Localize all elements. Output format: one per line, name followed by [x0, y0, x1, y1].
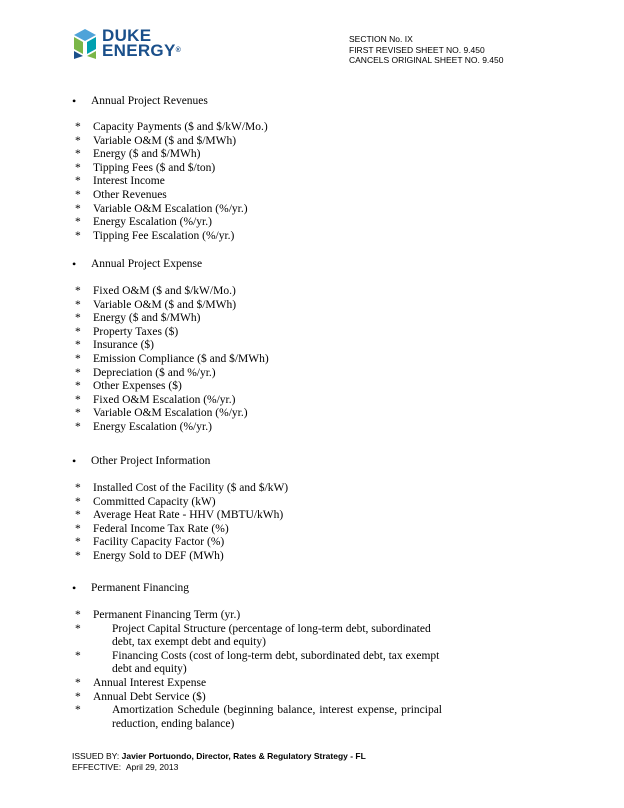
asterisk-marker: * — [75, 366, 81, 379]
item-text: Variable O&M ($ and $/MWh) — [93, 298, 237, 311]
item-text: Committed Capacity (kW) — [93, 495, 216, 508]
item-text: Interest Income — [93, 175, 165, 188]
duke-energy-logo — [70, 27, 185, 67]
item-text: Facility Capacity Factor (%) — [93, 536, 225, 549]
list-item — [75, 691, 442, 705]
asterisk-marker: * — [75, 352, 81, 365]
asterisk-marker: * — [75, 522, 81, 535]
section-title: Other Project Information — [91, 455, 211, 467]
item-text: Financing Costs (cost of long-term debt, subordinated debt, tax exempt debt and equity) — [112, 649, 440, 676]
item-text: Annual Debt Service ($) — [93, 690, 206, 703]
asterisk-marker: * — [75, 229, 81, 242]
item-text: Other Expenses ($) — [93, 380, 182, 393]
item-text: Depreciation ($ and %/yr.) — [93, 366, 216, 379]
item-text: Fixed O&M ($ and $/kW/Mo.) — [93, 285, 236, 297]
logo-reg-mark: ® — [175, 47, 182, 54]
section-number: SECTION No. IX — [349, 34, 413, 44]
item-text: Variable O&M ($ and $/MWh) — [93, 134, 237, 147]
bullet-icon: • — [72, 94, 77, 108]
item-text: Energy ($ and $/MWh) — [93, 148, 201, 161]
list-item — [75, 677, 442, 691]
item-text: Federal Income Tax Rate (%) — [93, 522, 229, 535]
item-text: Energy Sold to DEF (MWh) — [93, 549, 224, 562]
asterisk-marker: * — [75, 536, 81, 549]
item-text: Annual Interest Expense — [93, 676, 207, 689]
issued-by-line — [72, 751, 366, 762]
asterisk-marker: * — [75, 134, 81, 147]
item-text: Capacity Payments ($ and $/kW/Mo.) — [93, 121, 268, 133]
asterisk-marker: * — [75, 325, 81, 338]
asterisk-marker: * — [75, 161, 81, 174]
list-item — [75, 623, 442, 650]
asterisk-marker: * — [75, 407, 81, 420]
item-text: Installed Cost of the Facility ($ and $/kW) — [93, 482, 289, 494]
item-text: Energy Escalation (%/yr.) — [93, 216, 212, 229]
bullet-icon: • — [72, 257, 77, 271]
bullet-icon: • — [72, 581, 77, 595]
asterisk-marker: * — [75, 175, 81, 188]
list-item — [75, 609, 442, 623]
asterisk-marker: * — [75, 148, 81, 161]
section-title: Permanent Financing — [91, 582, 190, 594]
asterisk-marker: * — [75, 676, 81, 689]
logo-energy-text: ENERGY — [102, 41, 176, 60]
asterisk-marker: * — [75, 202, 81, 215]
list-item — [75, 650, 442, 677]
revised-sheet-number: FIRST REVISED SHEET NO. 9.450 — [349, 44, 485, 55]
effective-line — [72, 762, 366, 773]
logo-wordmark — [102, 28, 181, 58]
item-text: Property Taxes ($) — [93, 325, 179, 338]
asterisk-marker: * — [75, 690, 81, 703]
asterisk-marker: * — [75, 495, 81, 508]
document-footer — [72, 751, 366, 772]
issued-by-label: ISSUED BY: — [72, 751, 120, 761]
item-text: Permanent Financing Term (yr.) — [93, 609, 241, 621]
asterisk-marker: * — [75, 298, 81, 311]
sheet-header — [349, 34, 503, 66]
issued-by-value: Javier Portuondo, Director, Rates & Regulatory Strategy - FL — [121, 751, 366, 761]
item-text: Tipping Fee Escalation (%/yr.) — [93, 229, 235, 242]
asterisk-marker: * — [75, 704, 81, 717]
item-text: Variable O&M Escalation (%/yr.) — [93, 407, 248, 420]
asterisk-marker: * — [75, 121, 81, 133]
section-title: Annual Project Revenues — [91, 95, 208, 107]
item-text: Tipping Fees ($ and $/ton) — [93, 161, 216, 174]
asterisk-marker: * — [75, 339, 81, 352]
list-item — [75, 704, 442, 731]
effective-value: April 29, 2013 — [125, 761, 179, 772]
asterisk-marker: * — [75, 622, 81, 635]
bullet-icon: • — [72, 454, 77, 468]
item-text: Energy ($ and $/MWh) — [93, 312, 201, 325]
cancels-sheet-number: CANCELS ORIGINAL SHEET NO. 9.450 — [349, 55, 504, 65]
financing-list — [75, 609, 442, 731]
asterisk-marker: * — [75, 312, 81, 325]
asterisk-marker: * — [75, 549, 81, 562]
item-text: Average Heat Rate - HHV (MBTU/kWh) — [93, 509, 284, 522]
asterisk-marker: * — [75, 609, 81, 621]
asterisk-marker: * — [75, 188, 81, 201]
item-text: Project Capital Structure (percentage of long-term debt, subordinated debt, tax exempt debt and equity) — [112, 622, 431, 649]
item-text: Fixed O&M Escalation (%/yr.) — [93, 393, 236, 406]
logo-line-duke: DUKE — [102, 26, 152, 45]
item-text: Emission Compliance ($ and $/MWh) — [93, 352, 269, 365]
asterisk-marker: * — [75, 380, 81, 393]
item-text: Other Revenues — [93, 188, 167, 201]
asterisk-marker: * — [75, 285, 81, 297]
asterisk-marker: * — [75, 649, 81, 662]
asterisk-marker: * — [75, 482, 81, 494]
logo-line-energy — [102, 43, 181, 58]
item-text: Energy Escalation (%/yr.) — [93, 420, 212, 433]
asterisk-marker: * — [75, 216, 81, 229]
asterisk-marker: * — [75, 393, 81, 406]
item-text: Variable O&M Escalation (%/yr.) — [93, 202, 248, 215]
section-title: Annual Project Expense — [91, 258, 203, 270]
item-text: Insurance ($) — [93, 339, 154, 352]
asterisk-marker: * — [75, 420, 81, 433]
asterisk-marker: * — [75, 509, 81, 522]
effective-label: EFFECTIVE: — [72, 761, 122, 772]
duke-energy-logo-mark-icon — [70, 27, 100, 61]
item-text: Amortization Schedule (beginning balance, interest expense, principal reduction, ending balance) — [112, 704, 442, 730]
